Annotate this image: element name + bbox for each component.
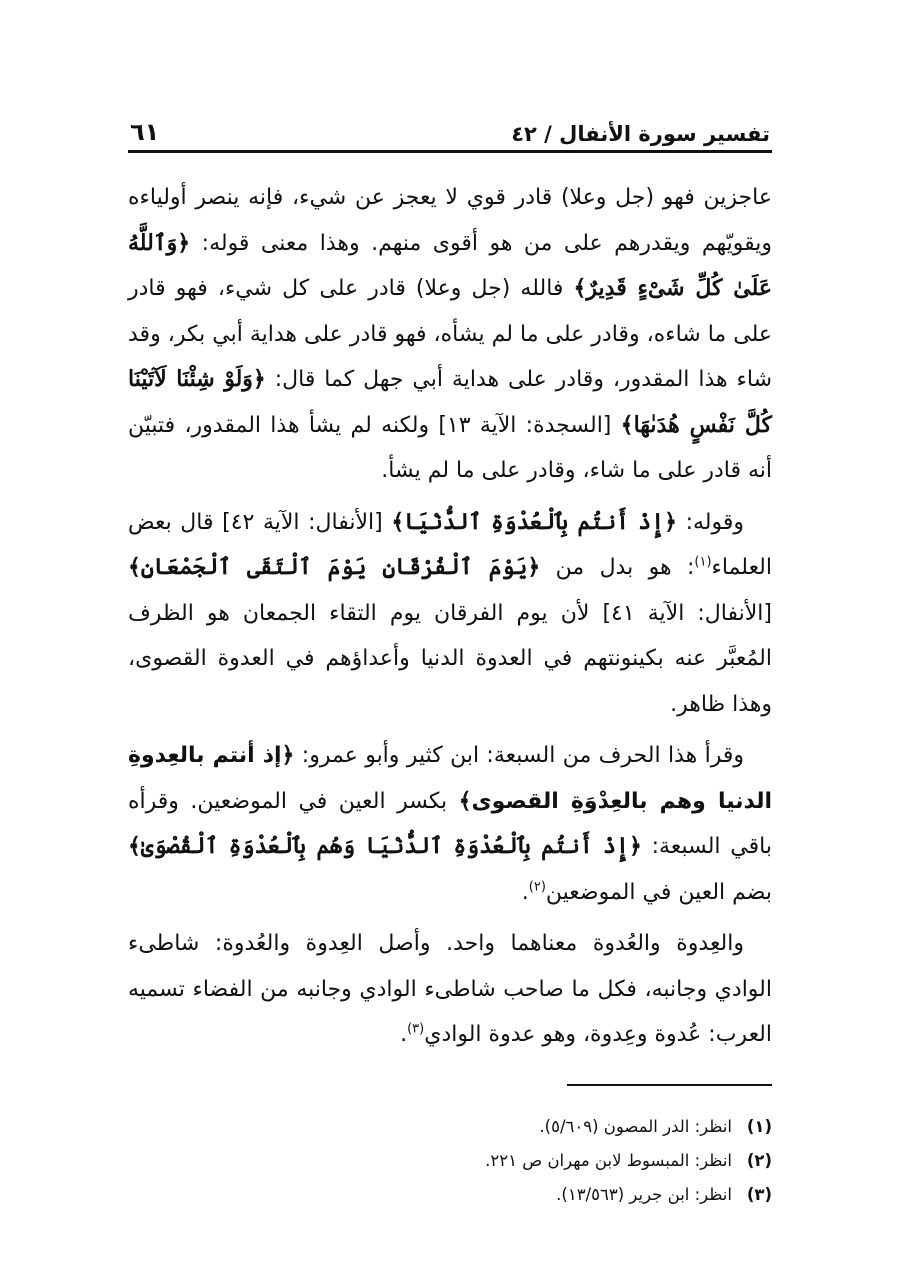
text-segment: بضم العين في الموضعين — [545, 879, 772, 905]
reading-variant: ﴿إذ أنتم بالعِدوةِ الدنيا وهم بالعِدْوَةِ القصوى﴾ — [128, 743, 772, 814]
text-segment: عاجزين فهو (جل وعلا) قادر قوي لا يعجز عن شيء، فإنه ينصر أولياءه ويقويّهم ويقدرهم على من هو أقوى منهم. وهذا معنى قوله: — [128, 185, 772, 256]
text-segment: فالله (جل وعلا) قادر على كل شيء، فهو قادر على ما شاءه، وقادر على ما لم يشأه، فهو قادر على هداية أبي بكر، وقد شاء هذا المقدور، وقادر على هداية أبي جهل كما قال: — [128, 276, 772, 392]
footnote-text: انظر: الدر المصون (٥/٦٠٩). — [539, 1116, 732, 1136]
footnotes — [128, 1110, 772, 1212]
footnote-number: (١) — [746, 1116, 772, 1136]
quran-verse: ﴿وَٱللَّهُ عَلَىٰ كُلِّ شَىْءٍ قَدِيرٌ﴾ — [128, 229, 772, 301]
footnote-ref: (٣) — [407, 1021, 425, 1037]
text-segment: وقرأ هذا الحرف من السبعة: ابن كثير وأبو عمرو: — [294, 743, 744, 768]
footnote-separator — [567, 1084, 772, 1086]
running-title: تفسير سورة الأنفال / ٤٢ — [511, 122, 770, 146]
footnote-item — [128, 1178, 772, 1212]
quran-verse: ﴿إِذْ أَنتُم بِٱلْعُدْوَةِ ٱلدُّنْيَا﴾ — [391, 508, 677, 535]
footnote-ref: (١) — [694, 554, 712, 570]
quran-verse: ﴿وَلَوْ شِئْنَا لَآتَيْنَا كُلَّ نَفْسٍ هُدَىٰهَا﴾ — [128, 366, 772, 438]
paragraph-4 — [128, 921, 772, 1058]
page-header — [128, 110, 772, 153]
page-number: ٦١ — [130, 118, 160, 146]
text-segment: بكسر العين في الموضعين. وقرأه باقي السبعة: — [128, 788, 772, 859]
book-page — [128, 110, 772, 1212]
paragraph-3 — [128, 733, 772, 915]
footnote-number: (٢) — [746, 1150, 772, 1170]
text-segment: . — [521, 879, 529, 905]
text-segment: : هو بدل من — [540, 555, 695, 580]
quran-verse: ﴿يَوْمَ ٱلْفُرْقَانِ يَوْمَ ٱلْتَقَى ٱلْجَمْعَانِ﴾ — [128, 554, 541, 580]
footnote-item — [128, 1144, 772, 1178]
footnote-ref: (٢) — [528, 879, 546, 895]
text-segment: . — [400, 1022, 408, 1047]
footnote-text: انظر: المبسوط لابن مهران ص ٢٢١. — [485, 1150, 732, 1170]
text-segment: [السجدة: الآية ١٣] ولكنه لم يشأ هذا المقدور، فتبيّن أنه قادر على ما شاء، وقادر على ما لم يشأ. — [128, 412, 772, 483]
paragraph-2 — [128, 500, 772, 728]
footnote-text: انظر: ابن جرير (١٣/٥٦٣). — [556, 1184, 732, 1204]
text-segment: [الأنفال: الآية ٤٢] قال بعض العلماء — [128, 509, 772, 580]
footnote-item — [128, 1110, 772, 1144]
body-text — [128, 175, 772, 1058]
footnote-number: (٣) — [746, 1184, 772, 1204]
text-segment: وقوله: — [676, 509, 745, 535]
text-segment: [الأنفال: الآية ٤١] لأن يوم الفرقان يوم التقاء الجمعان هو الظرف المُعبَّر عنه بكينونتهم في العدوة الدنيا وأعداؤهم في العدوة القصوى، وهذا ظاهر. — [128, 600, 772, 717]
paragraph-1 — [128, 175, 772, 494]
text-segment: والعِدوة والعُدوة معناهما واحد. وأصل العِدوة والعُدوة: شاطىء الوادي وجانبه، فكل ما صاحب شاطىء الوادي وجانبه من الفضاء تسميه العرب: عُدوة وعِدوة، وهو عدوة الوادي — [128, 931, 772, 1047]
quran-verse: ﴿إِذْ أَنتُم بِٱلْعُدْوَةِ ٱلدُّنْيَا وَهُم بِٱلْعُدْوَةِ ٱلْقُصْوَىٰ﴾ — [128, 833, 642, 859]
